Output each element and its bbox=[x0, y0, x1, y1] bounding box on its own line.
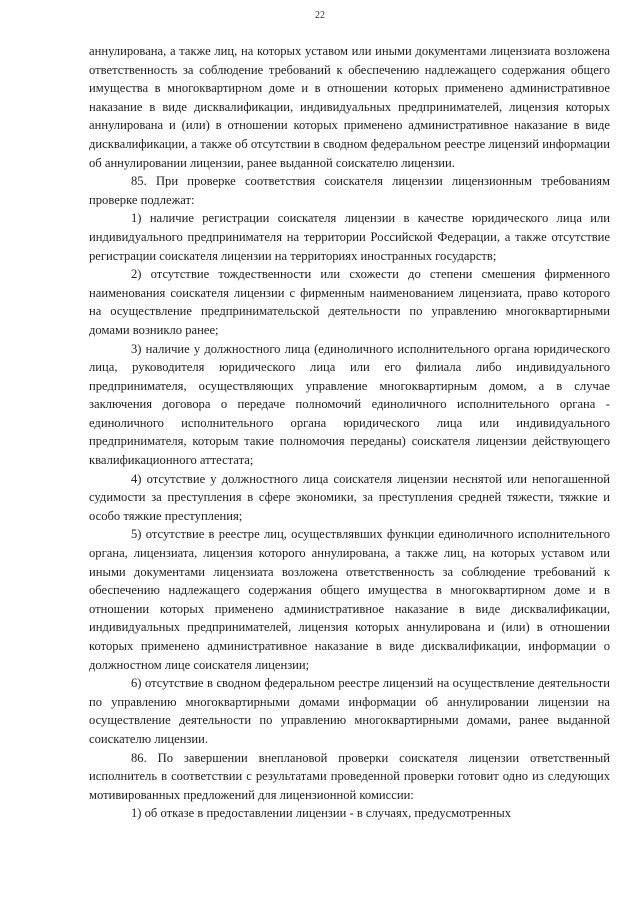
document-body bbox=[89, 42, 610, 823]
paragraph-clause-85: 85. При проверке соответствия соискателя лицензии лицензионным требованиям проверке подлежат: bbox=[89, 174, 610, 207]
paragraph-clause-86: 86. По завершении внеплановой проверки соискателя лицензии ответственный исполнитель в соответствии с результатами проведенной проверки готовит одно из следующих мотивированных предложений для лицензионной комиссии: bbox=[89, 750, 610, 802]
paragraph-clause-85-5: 5) отсутствие в реестре лиц, осуществлявших функции единоличного исполнительного органа, лицензиата, лицензия которого аннулирована, а также лиц, на которых уставом или иными документами лицензиата возложена ответственность за соблюдение требований к обеспечению надлежащего содержания общего имущества в многоквартирном доме и в отношении которых применено административное наказание в виде дисквалификации, индивидуальных предпринимателей, лицензия которых аннулирована и (или) в отношении которых применено административное наказание в виде дисквалификации, информации о должностном лице соискателя лицензии; bbox=[89, 527, 610, 672]
paragraph-clause-85-4: 4) отсутствие у должностного лица соискателя лицензии неснятой или непогашенной судимости за преступления в сфере экономики, за преступления средней тяжести, тяжкие и особо тяжкие преступления; bbox=[89, 471, 610, 523]
paragraph-clause-85-6: 6) отсутствие в сводном федеральном реестре лицензий на осуществление деятельности по управлению многоквартирными домами информации об аннулировании лицензии на осуществление деятельности по управлению многоквартирными домами, ранее выданной соискателю лицензии. bbox=[89, 676, 610, 746]
paragraph-clause-85-2: 2) отсутствие тождественности или схожести до степени смешения фирменного наименования соискателя лицензии с фирменным наименованием лицензиата, право которого на осуществление предпринимательской деятельности по управлению многоквартирными домами возникло ранее; bbox=[89, 267, 610, 337]
page-number: 22 bbox=[315, 10, 325, 21]
paragraph-clause-85-3: 3) наличие у должностного лица (единоличного исполнительного органа юридического лица, руководителя юридического лица или его филиала либо индивидуального предпринимателя, осуществляющих управление многоквартирным домом, а в случае заключения договора о передаче полномочий единоличного исполнительного органа - единоличного исполнительного органа юридического лица или индивидуального предпринимателя, которым такие полномочия переданы) соискателя лицензии действующего квалификационного аттестата; bbox=[89, 341, 610, 468]
paragraph-continuation: аннулирована, а также лиц, на которых уставом или иными документами лицензиата возложена ответственность за соблюдение требований к обеспечению надлежащего содержания общего имущества в многоквартирном доме и в отношении которых применено административное наказание в виде дисквалификации, индивидуальных предпринимателей, лицензия которых аннулирована и (или) в отношении которых применено административное наказание в виде дисквалификации, а также об отсутствии в сводном федеральном реестре лицензий информации об аннулировании лицензии, ранее выданной соискателю лицензии. bbox=[89, 44, 610, 170]
paragraph-clause-86-1: 1) об отказе в предоставлении лицензии - в случаях, предусмотренных bbox=[131, 806, 512, 821]
paragraph-clause-85-1: 1) наличие регистрации соискателя лицензии в качестве юридического лица или индивидуального предпринимателя на территории Российской Федерации, а также отсутствие регистрации соискателя лицензии на территориях иностранных государств; bbox=[89, 211, 610, 263]
